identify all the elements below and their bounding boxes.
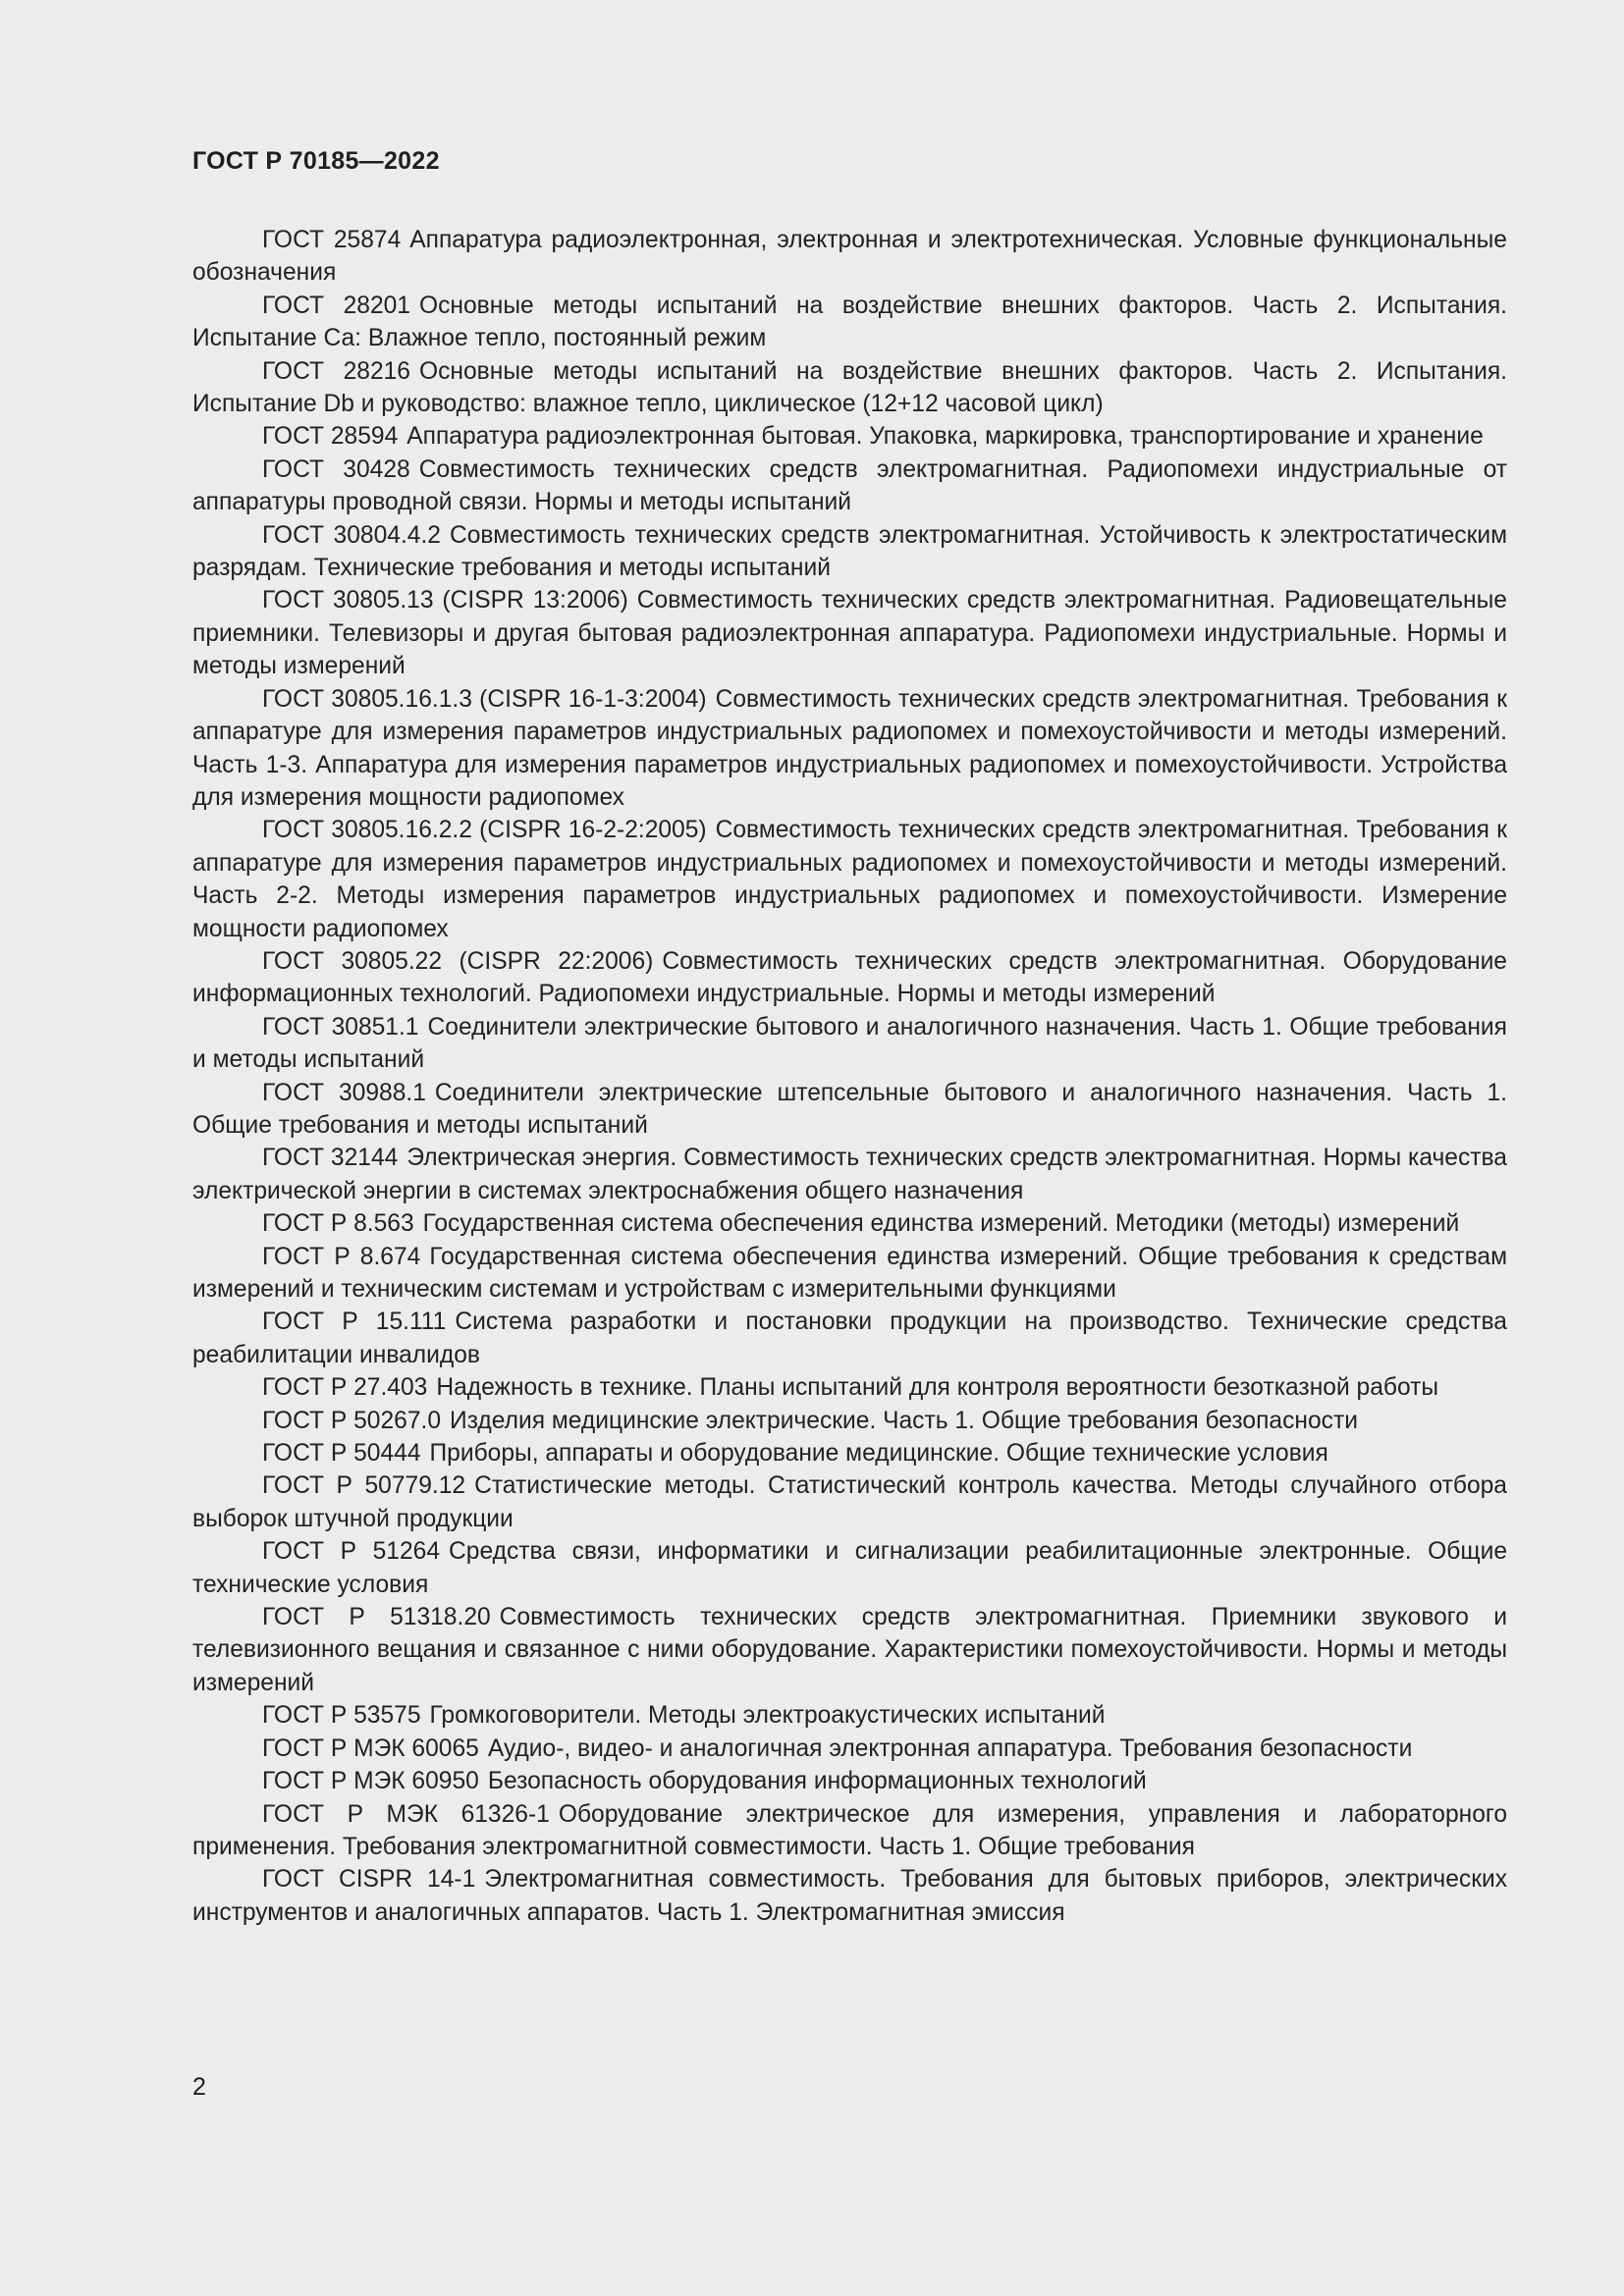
reference-title: Средства связи, информатики и сигнализации реабилитационные электронные. Общие технические условия bbox=[192, 1538, 1508, 1598]
reference-title: Статистические методы. Статистический контроль качества. Методы случайного отбора выборок штучной продукции bbox=[192, 1472, 1507, 1532]
reference-code: ГОСТ Р 51318.20 bbox=[262, 1604, 491, 1631]
reference-title: Громкоговорители. Методы электроакустических испытаний bbox=[429, 1702, 1106, 1730]
reference-title: Приборы, аппараты и оборудование медицинские. Общие технические условия bbox=[429, 1440, 1328, 1468]
reference-code: ГОСТ 30428 bbox=[262, 455, 410, 483]
reference-item bbox=[192, 1699, 1507, 1732]
reference-title: Соединители электрические штепсельные бытового и аналогичного назначения. Часть 1. Общие требования и методы испытаний bbox=[192, 1079, 1507, 1139]
reference-title: Система разработки и постановки продукции на производство. Технические средства реабилитации инвалидов bbox=[192, 1308, 1507, 1368]
reference-code: ГОСТ 30805.22 (CISPR 22:2006) bbox=[262, 947, 654, 975]
reference-item bbox=[192, 1011, 1507, 1077]
reference-item bbox=[192, 814, 1507, 945]
reference-title: Основные методы испытаний на воздействие внешних факторов. Часть 2. Испытания. Испытание Db и руководство: влажное тепло, циклическое (12+12 часовой цикл) bbox=[192, 357, 1507, 418]
reference-code: ГОСТ 30805.16.2.2 (CISPR 16-2-2:2005) bbox=[262, 817, 707, 844]
reference-item bbox=[192, 1601, 1507, 1699]
reference-item bbox=[192, 945, 1507, 1011]
reference-item bbox=[192, 290, 1507, 355]
reference-item bbox=[192, 224, 1507, 290]
reference-item bbox=[192, 584, 1507, 682]
reference-code: ГОСТ 30851.1 bbox=[262, 1013, 419, 1041]
reference-item bbox=[192, 1306, 1507, 1371]
reference-item bbox=[192, 1535, 1507, 1601]
reference-code: ГОСТ 28201 bbox=[262, 292, 410, 319]
reference-code: ГОСТ 30804.4.2 bbox=[262, 521, 441, 549]
reference-item bbox=[192, 1077, 1507, 1143]
reference-item bbox=[192, 1142, 1507, 1207]
reference-item bbox=[192, 683, 1507, 815]
reference-title: Безопасность оборудования информационных технологий bbox=[487, 1768, 1147, 1795]
normative-references-list bbox=[192, 224, 1507, 1929]
reference-item bbox=[192, 519, 1507, 585]
reference-title: Основные методы испытаний на воздействие внешних факторов. Часть 2. Испытания. Испытание Са: Влажное тепло, постоянный режим bbox=[192, 292, 1507, 352]
reference-item bbox=[192, 420, 1507, 453]
reference-item bbox=[192, 1405, 1507, 1437]
reference-title: Совместимость технических средств электромагнитная. Приемники звукового и телевизионного вещания и связанное с ними оборудование. Характеристики помехоустойчивости. Нормы и методы измерений bbox=[192, 1604, 1507, 1696]
reference-title: Государственная система обеспечения единства измерений. Методики (методы) измерений bbox=[422, 1210, 1460, 1238]
reference-title: Аппаратура радиоэлектронная, электронная и электротехническая. Условные функциональные обозначения bbox=[192, 227, 1507, 287]
reference-item bbox=[192, 1863, 1507, 1929]
reference-code: ГОСТ 28216 bbox=[262, 357, 410, 385]
reference-code: ГОСТ Р МЭК 60950 bbox=[262, 1768, 479, 1795]
reference-title: Изделия медицинские электрические. Часть 1. Общие требования безопасности bbox=[450, 1407, 1358, 1434]
reference-item bbox=[192, 1371, 1507, 1404]
reference-code: ГОСТ 30805.13 (CISPR 13:2006) bbox=[262, 587, 628, 614]
document-header: ГОСТ Р 70185—2022 bbox=[192, 147, 440, 175]
reference-item bbox=[192, 1437, 1507, 1469]
page-number: 2 bbox=[192, 2073, 206, 2101]
reference-code: ГОСТ Р МЭК 61326-1 bbox=[262, 1800, 550, 1828]
reference-title: Совместимость технических средств электромагнитная. Требования к аппаратуре для измерения параметров индустриальных радиопомех и помехоустойчивости и методы измерений. Часть 1-3. Аппаратура для измерения параметров индустриальных радиопомех и помехоустойчивости. Устройства для измерения мощности радиопомех bbox=[192, 685, 1508, 811]
reference-title: Надежность в технике. Планы испытаний для контроля вероятности безотказной работы bbox=[436, 1374, 1439, 1402]
reference-title: Оборудование электрическое для измерения, управления и лабораторного применения. Требования электромагнитной совместимости. Часть 1. Общие требования bbox=[192, 1800, 1507, 1860]
reference-item bbox=[192, 1241, 1507, 1307]
reference-code: ГОСТ Р 50267.0 bbox=[262, 1407, 442, 1434]
reference-code: ГОСТ Р МЭК 60065 bbox=[262, 1735, 479, 1762]
reference-title: Электрическая энергия. Совместимость технических средств электромагнитная. Нормы качества электрической энергии в системах электроснабжения общего назначения bbox=[192, 1145, 1507, 1204]
reference-code: ГОСТ 30805.16.1.3 (CISPR 16-1-3:2004) bbox=[262, 685, 707, 713]
reference-title: Соединители электрические бытового и аналогичного назначения. Часть 1. Общие требования и методы испытаний bbox=[192, 1013, 1507, 1074]
reference-title: Электромагнитная совместимость. Требования для бытовых приборов, электрических инструментов и аналогичных аппаратов. Часть 1. Электромагнитная эмиссия bbox=[192, 1866, 1507, 1926]
reference-code: ГОСТ 30988.1 bbox=[262, 1079, 426, 1106]
reference-title: Совместимость технических средств электромагнитная. Радиопомехи индустриальные от аппаратуры проводной связи. Нормы и методы испытаний bbox=[192, 455, 1507, 516]
reference-code: ГОСТ Р 51264 bbox=[262, 1538, 441, 1566]
reference-item bbox=[192, 1733, 1507, 1765]
reference-item bbox=[192, 1207, 1507, 1240]
reference-code: ГОСТ 25874 bbox=[262, 227, 402, 253]
reference-title: Аудио-, видео- и аналогичная электронная аппаратура. Требования безопасности bbox=[487, 1735, 1413, 1762]
reference-code: ГОСТ Р 53575 bbox=[262, 1702, 421, 1730]
reference-item bbox=[192, 1798, 1507, 1864]
reference-item bbox=[192, 1765, 1507, 1797]
reference-title: Совместимость технических средств электромагнитная. Требования к аппаратуре для измерения параметров индустриальных радиопомех и помехоустойчивости и методы измерений. Часть 2-2. Методы измерения параметров индустриальных радиопомех и помехоустойчивости. Измерение мощности радиопомех bbox=[192, 817, 1508, 942]
reference-item bbox=[192, 1469, 1507, 1535]
reference-item bbox=[192, 454, 1507, 519]
reference-title: Совместимость технических средств электромагнитная. Устойчивость к электростатическим разрядам. Технические требования и методы испытаний bbox=[192, 521, 1508, 582]
reference-title: Совместимость технических средств электромагнитная. Оборудование информационных технологий. Радиопомехи индустриальные. Нормы и методы измерений bbox=[192, 947, 1507, 1008]
reference-title: Совместимость технических средств электромагнитная. Радиовещательные приемники. Телевизоры и другая бытовая радиоэлектронная аппаратура. Радиопомехи индустриальные. Нормы и методы измерений bbox=[192, 587, 1507, 680]
reference-code: ГОСТ Р 15.111 bbox=[262, 1308, 447, 1336]
reference-code: ГОСТ Р 27.403 bbox=[262, 1374, 428, 1402]
reference-code: ГОСТ Р 8.563 bbox=[262, 1210, 414, 1238]
reference-title: Аппаратура радиоэлектронная бытовая. Упаковка, маркировка, транспортирование и хранение bbox=[406, 423, 1484, 451]
reference-code: ГОСТ CISPR 14-1 bbox=[262, 1866, 476, 1894]
reference-code: ГОСТ 32144 bbox=[262, 1145, 399, 1172]
reference-code: ГОСТ Р 50444 bbox=[262, 1440, 421, 1468]
reference-item bbox=[192, 355, 1507, 421]
reference-code: ГОСТ 28594 bbox=[262, 423, 399, 451]
reference-title: Государственная система обеспечения единства измерений. Общие требования к средствам измерений и техническим системам и устройствам с измерительными функциями bbox=[192, 1243, 1507, 1303]
reference-code: ГОСТ Р 50779.12 bbox=[262, 1472, 466, 1500]
reference-code: ГОСТ Р 8.674 bbox=[262, 1243, 421, 1270]
